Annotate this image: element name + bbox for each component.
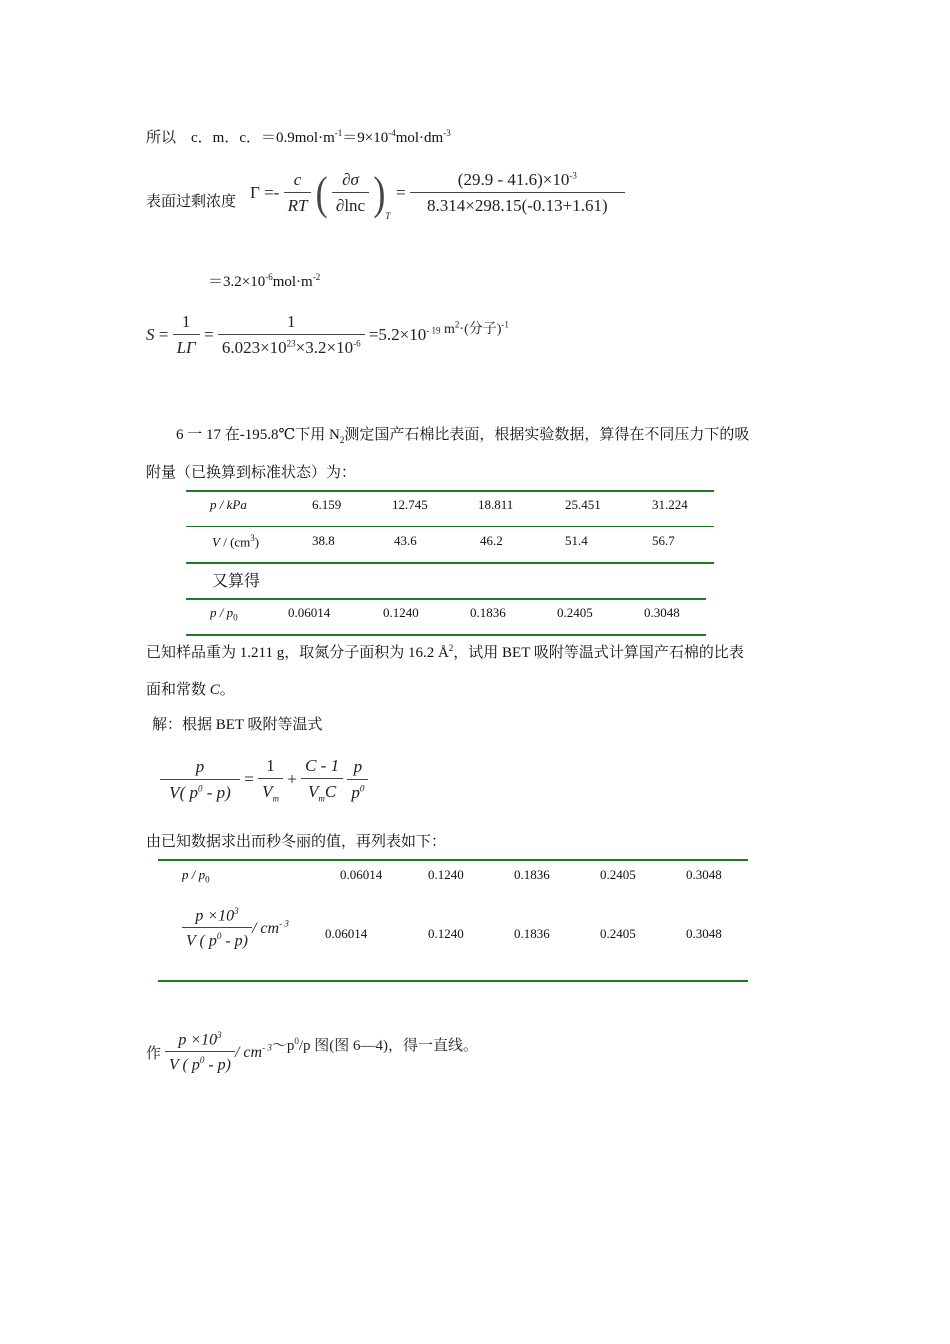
table1-top-rule — [186, 490, 714, 492]
table1-header-volume: V / $(cm^3)$ — [212, 533, 260, 550]
table1-pressure-cell: 6.159 — [312, 497, 342, 512]
table2-bottom-rule — [158, 980, 748, 982]
table1-relative-pressure-cell: 0.3048 — [644, 605, 680, 620]
table1-relative-pressure-cell: 0.06014 — [288, 605, 331, 620]
table1-mid-rule — [186, 526, 714, 527]
table2-relative-pressure-cell: 0.1240 — [428, 867, 464, 882]
table1-volume-cell: 43.6 — [394, 533, 417, 548]
table1-volume-cell: 46.2 — [480, 533, 503, 548]
table2-relative-pressure-cell: 0.2405 — [600, 867, 636, 882]
table1-header-relative-pressure: p / $p_0$ — [210, 605, 238, 623]
problem-line-1: 6 一 17 在-195.8℃下用 $N_2$测定国产石棉比表面，根据实验数据，算得在不同压力下的吸 — [176, 427, 750, 445]
table1-header-pressure: p / kPa — [210, 497, 247, 512]
table1-rule-3 — [186, 562, 714, 564]
plot-instruction: 作 $\frac{p \times 10^3}{V ( p^0 - p)}$ / $cm^{- 3}\sim p^0/p$ 图(图 6—4)，得一直线。 — [146, 1030, 479, 1074]
surface-excess-label: 表面过剩浓度 — [146, 194, 237, 210]
known-line-1: 已知样品重为 1.211 g，取氮分子面积为 16.2 $Å^2$，试用 BET 吸附等温式计算国产石棉的比表 — [146, 643, 744, 661]
solution-heading: 解：根据 BET 吸附等温式 — [152, 717, 323, 733]
table2-top-rule — [158, 859, 748, 861]
table1-relative-pressure-cell: 0.2405 — [557, 605, 593, 620]
table2-header-bet-quantity: $\frac{p \times 10^3}{V ( p^0 - p)}$ / $cm^{- 3}$ — [182, 906, 289, 951]
known-line-2: 面和常数 C。 — [146, 682, 235, 698]
cmc-line: 所以 c．m．c．$=0.9mol\cdot m^{-1}=9\times 10^{-4}mol\cdot dm^{-3}$ — [146, 128, 451, 146]
table1-relative-pressure-cell: 0.1240 — [383, 605, 419, 620]
table1-relative-pressure-cell: 0.1836 — [470, 605, 506, 620]
list-intro: 由已知数据求出而秒冬丽的值，再列表如下： — [146, 834, 447, 850]
problem-line-2: 附量（已换算到标准状态）为： — [146, 465, 357, 481]
table2-header-relative-pressure: p / $p_0$ — [182, 867, 210, 885]
area-equation: S = $\frac{1}{L\Gamma}$ = $\frac{1}{6.023\times 10^{23}\times 3.2\times 10^{-6}}$ $=5.2\times 10^{- 19}$ $^{m^2\cdot(分子)^{-1}}$ — [146, 312, 509, 357]
table1-pressure-cell: 31.224 — [652, 497, 688, 512]
table1-bottom-rule — [186, 634, 706, 636]
table2-bet-quantity-cell: 0.06014 — [325, 926, 368, 941]
also-computed-label: 又算得 — [212, 573, 261, 590]
surface-excess-value: = $\frac{(29.9 - 41.6)\times 10^{-3}}{8.314\times 298.15(-0.13+1.61)}$ — [396, 170, 625, 216]
table2-relative-pressure-cell: 0.1836 — [514, 867, 550, 882]
gamma-result: $=3.2\times 10^{-6}mol\cdot m^{-2}$ — [208, 272, 321, 290]
table1-pressure-cell: 25.451 — [565, 497, 601, 512]
table1-pressure-cell: 12.745 — [392, 497, 428, 512]
table2-bet-quantity-cell: 0.2405 — [600, 926, 636, 941]
table1-volume-cell: 51.4 — [565, 533, 588, 548]
bet-equation: $\frac{p}{V( p^0 - p)}$ = $\frac{1}{V_m}$ + $\frac{C - 1}{V_mC}$ $\frac{p}{p^0}$ — [160, 756, 368, 803]
table1-rule-4 — [186, 598, 706, 600]
table1-volume-cell: 56.7 — [652, 533, 675, 548]
table2-bet-quantity-cell: 0.1240 — [428, 926, 464, 941]
table2-relative-pressure-cell: 0.06014 — [340, 867, 383, 882]
table2-relative-pressure-cell: 0.3048 — [686, 867, 722, 882]
table2-bet-quantity-cell: 0.3048 — [686, 926, 722, 941]
table1-pressure-cell: 18.811 — [478, 497, 514, 512]
table1-volume-cell: 38.8 — [312, 533, 335, 548]
table2-bet-quantity-cell: 0.1836 — [514, 926, 550, 941]
surface-excess-equation: Γ =- $\frac{c}{RT}$ ( $\frac{\partial\sigma}{\partial\ln c}$ )$_T$ — [250, 167, 391, 222]
